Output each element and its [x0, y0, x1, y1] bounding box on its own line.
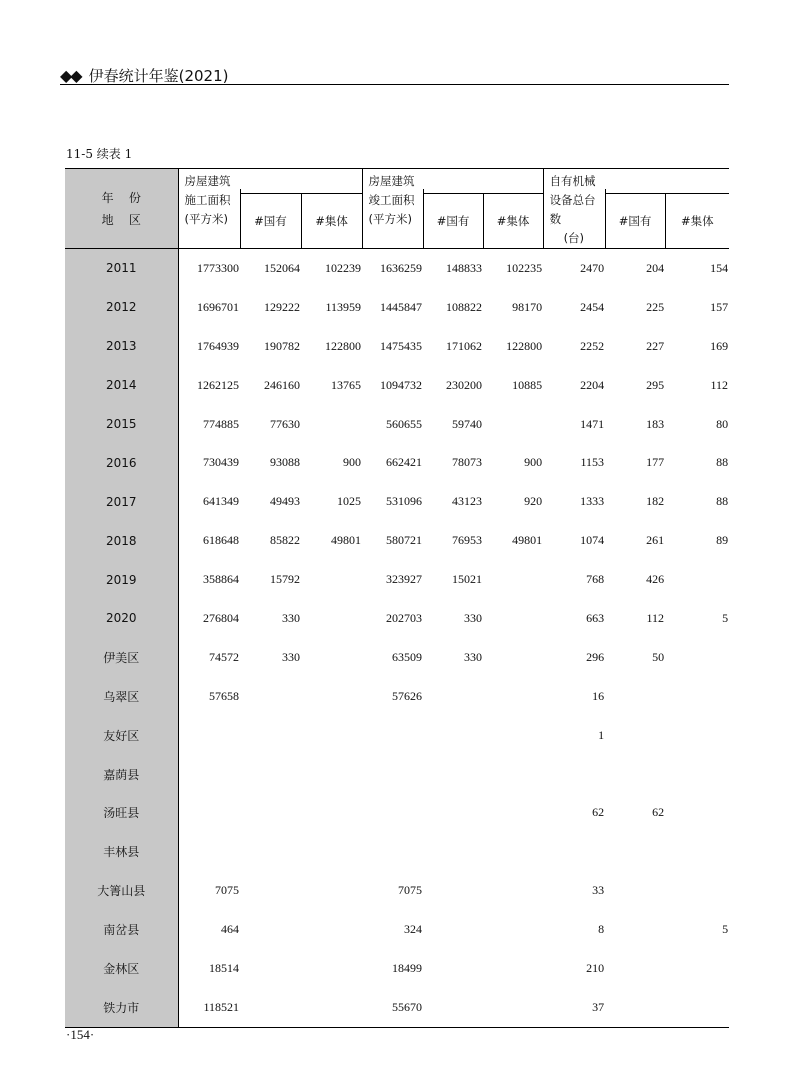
table-cell: 1475435 — [380, 338, 423, 353]
table-cell — [240, 949, 301, 988]
col-header-line: 施工面积 — [184, 193, 231, 207]
table-cell: 93088 — [270, 455, 300, 470]
table-cell — [605, 677, 665, 716]
col-header-jiti: #集体 — [665, 193, 729, 248]
table-cell: 122800 — [325, 338, 362, 353]
col-header-guoyou: #国有 — [240, 193, 301, 248]
table-cell: 15021 — [452, 572, 483, 587]
table-cell: 920 — [524, 494, 543, 509]
table-cell: 730439 — [203, 455, 239, 470]
table-cell — [178, 793, 240, 832]
table-cell: 13765 — [331, 377, 362, 392]
table-cell: 276804 — [203, 610, 239, 625]
table-cell: 177 — [646, 455, 665, 470]
table-row — [65, 405, 729, 444]
row-label: 乌翠区 — [65, 677, 178, 716]
row-label: 伊美区 — [65, 638, 178, 677]
table-cell: 118521 — [178, 988, 240, 1027]
row-label: 金林区 — [65, 949, 178, 988]
table-row — [65, 832, 729, 871]
table-cell — [301, 910, 362, 949]
table-cell: 85822 — [270, 533, 300, 548]
table-cell: 8 — [598, 922, 605, 937]
table-cell — [483, 560, 543, 599]
table-cell: 204 — [646, 260, 665, 275]
table-cell: 77630 — [270, 416, 300, 431]
table-cell: 531096 — [386, 494, 423, 509]
col-header-completed-area — [362, 189, 423, 249]
table-cell — [543, 832, 605, 871]
stub-header-region: 地 区 — [101, 212, 141, 227]
table-row — [65, 521, 729, 560]
col-header-jiti: #集体 — [301, 193, 362, 248]
table-cell: 774885 — [203, 416, 239, 431]
table-cell — [605, 988, 665, 1027]
table-cell — [665, 638, 729, 677]
table-cell: 113959 — [325, 299, 362, 314]
row-label: 汤旺县 — [65, 793, 178, 832]
col-header-unit: (平方米) — [184, 212, 228, 226]
row-label: 嘉荫县 — [65, 755, 178, 794]
table-cell: 16 — [592, 688, 605, 703]
table-cell — [301, 755, 362, 794]
table-cell: 662421 — [386, 455, 423, 470]
table-cell — [240, 832, 301, 871]
table-cell — [423, 677, 483, 716]
page-header — [60, 64, 229, 86]
table-row — [65, 560, 729, 599]
table-cell — [301, 832, 362, 871]
group-header-construction: 房屋建筑 — [178, 169, 362, 190]
table-row — [65, 249, 729, 288]
table-cell: 324 — [404, 922, 423, 937]
table-cell — [362, 755, 423, 794]
table-cell: 225 — [646, 299, 665, 314]
table-cell: 1471 — [580, 416, 605, 431]
table-cell — [483, 638, 543, 677]
col-header-unit: (平方米) — [368, 212, 413, 226]
table-cell: 2470 — [580, 260, 605, 275]
statistics-table — [65, 168, 729, 1028]
table-row — [65, 288, 729, 327]
table-cell — [483, 949, 543, 988]
table-cell: 358864 — [203, 572, 239, 587]
table-cell: 112 — [646, 610, 665, 625]
table-cell — [301, 793, 362, 832]
book-title: 伊春统计年鉴(2021) — [88, 66, 229, 85]
table-cell — [483, 677, 543, 716]
table-cell: 49493 — [270, 494, 300, 509]
table-cell — [665, 949, 729, 988]
row-label: 2015 — [65, 405, 178, 444]
table-cell — [362, 716, 423, 755]
table-cell — [301, 871, 362, 910]
table-label: 11-5 续表 1 — [66, 147, 133, 161]
table-row — [65, 443, 729, 482]
table-cell — [240, 910, 301, 949]
table-cell: 157 — [710, 299, 729, 314]
table-cell — [665, 677, 729, 716]
table-cell — [240, 793, 301, 832]
table-cell: 641349 — [203, 494, 239, 509]
col-header-guoyou: #国有 — [423, 193, 483, 248]
table-cell: 33 — [592, 883, 605, 898]
row-label: 丰林县 — [65, 832, 178, 871]
row-label: 2017 — [65, 482, 178, 521]
table-cell — [605, 716, 665, 755]
table-cell: 102235 — [506, 260, 543, 275]
table-cell: 1764939 — [197, 338, 239, 353]
table-cell: 1 — [598, 727, 605, 742]
table-cell — [483, 755, 543, 794]
row-label: 2014 — [65, 366, 178, 405]
table-cell — [483, 832, 543, 871]
col-header-unit: (台) — [563, 231, 585, 245]
table-cell — [483, 405, 543, 444]
table-row — [65, 949, 729, 988]
table-cell: 129222 — [264, 299, 300, 314]
table-cell: 202703 — [386, 610, 423, 625]
table-cell: 190782 — [264, 338, 300, 353]
table-cell: 148833 — [446, 260, 483, 275]
table-cell — [483, 910, 543, 949]
table-cell — [605, 871, 665, 910]
table-row — [65, 793, 729, 832]
table-cell — [423, 793, 483, 832]
table-cell — [240, 677, 301, 716]
table-row — [65, 677, 729, 716]
table-cell: 210 — [586, 960, 605, 975]
table-cell — [423, 871, 483, 910]
table-cell — [423, 988, 483, 1027]
group-header-machinery: 自有机械 — [543, 169, 729, 190]
table-cell — [301, 949, 362, 988]
table-cell: 464 — [221, 922, 239, 937]
table-cell: 78073 — [452, 455, 483, 470]
table-cell: 1445847 — [380, 299, 423, 314]
table-cell — [240, 988, 301, 1027]
table-cell: 152064 — [264, 260, 300, 275]
table-cell: 49801 — [331, 533, 362, 548]
table-cell — [301, 599, 362, 638]
table-cell: 63509 — [392, 649, 423, 664]
table-cell: 37 — [543, 988, 605, 1027]
table-cell: 5 — [722, 922, 729, 937]
table-cell — [240, 871, 301, 910]
table-cell: 122800 — [506, 338, 543, 353]
table-cell — [301, 988, 362, 1027]
col-header-jiti: #集体 — [483, 193, 543, 248]
table-cell — [605, 832, 665, 871]
table-cell: 169 — [710, 338, 729, 353]
table-cell: 323927 — [386, 572, 423, 587]
table-cell: 171062 — [446, 338, 483, 353]
table-cell: 227 — [646, 338, 665, 353]
table-row — [65, 871, 729, 910]
table-cell — [301, 716, 362, 755]
table-row — [65, 327, 729, 366]
table-cell: 183 — [646, 416, 665, 431]
table-cell: 18499 — [392, 960, 423, 975]
table-cell — [605, 949, 665, 988]
table-cell: 560655 — [386, 416, 423, 431]
table-cell: 182 — [646, 494, 665, 509]
col-header-machinery-total — [543, 189, 605, 249]
table-cell: 1696701 — [197, 299, 239, 314]
table-cell: 330 — [464, 610, 483, 625]
table-cell — [178, 832, 240, 871]
table-cell — [240, 755, 301, 794]
table-cell: 1094732 — [380, 377, 423, 392]
table-cell: 330 — [282, 649, 300, 664]
table-cell: 2204 — [580, 377, 605, 392]
table-cell: 1333 — [580, 494, 605, 509]
col-header-construction-area — [178, 189, 240, 249]
table-cell — [178, 755, 240, 794]
row-label: 2012 — [65, 288, 178, 327]
table-cell — [665, 832, 729, 871]
table-cell: 2454 — [580, 299, 605, 314]
row-label: 南岔县 — [65, 910, 178, 949]
table-cell: 330 — [282, 610, 300, 625]
table-cell: 59740 — [452, 416, 483, 431]
table-cell: 102239 — [325, 260, 362, 275]
table-cell: 7075 — [398, 883, 423, 898]
table-cell: 1025 — [337, 494, 362, 509]
table-row — [65, 755, 729, 794]
table-cell: 88 — [716, 494, 729, 509]
table-cell: 10885 — [512, 377, 543, 392]
table-cell: 74572 — [209, 649, 239, 664]
table-cell: 62 — [592, 805, 605, 820]
table-cell — [423, 832, 483, 871]
row-label: 友好区 — [65, 716, 178, 755]
table-cell: 18514 — [209, 960, 239, 975]
table-cell — [178, 716, 240, 755]
table-cell: 1074 — [580, 533, 605, 548]
table-cell: 55670 — [362, 988, 423, 1027]
table-row — [65, 366, 729, 405]
table-cell — [665, 988, 729, 1027]
col-header-guoyou: #国有 — [605, 193, 665, 248]
table-cell — [665, 560, 729, 599]
table-cell — [301, 638, 362, 677]
table-cell: 1636259 — [380, 260, 423, 275]
diamond-icon: ◆◆ — [60, 65, 81, 85]
header-rule — [60, 84, 729, 85]
row-label: 大箐山县 — [65, 871, 178, 910]
row-label: 铁力市 — [65, 988, 178, 1027]
table-cell: 57626 — [392, 688, 423, 703]
table-row — [65, 910, 729, 949]
table-cell — [483, 716, 543, 755]
table-cell — [483, 793, 543, 832]
stub-header — [65, 169, 178, 249]
table-row — [65, 482, 729, 521]
table-cell — [423, 755, 483, 794]
table-cell: 768 — [586, 572, 605, 587]
table-cell: 1262125 — [197, 377, 239, 392]
table-row — [65, 638, 729, 677]
table-cell — [483, 988, 543, 1027]
table-cell — [423, 949, 483, 988]
table-cell: 98170 — [512, 299, 543, 314]
table-cell: 76953 — [452, 533, 483, 548]
table-cell: 154 — [710, 260, 729, 275]
table-cell: 108822 — [446, 299, 483, 314]
table-cell: 57658 — [209, 688, 239, 703]
stub-header-year: 年 份 — [101, 190, 141, 205]
table-cell: 330 — [464, 649, 483, 664]
table-cell: 7075 — [215, 883, 239, 898]
table-cell: 88 — [716, 455, 729, 470]
table-cell — [665, 716, 729, 755]
table-row — [65, 988, 729, 1027]
col-header-line: 设备总台数 — [549, 193, 596, 226]
table-cell — [240, 716, 301, 755]
table-cell: 900 — [524, 455, 543, 470]
table-row — [65, 599, 729, 638]
col-header-line: 竣工面积 — [368, 193, 415, 207]
table-cell: 296 — [586, 649, 605, 664]
table-cell: 49801 — [512, 533, 543, 548]
table-cell: 89 — [716, 533, 729, 548]
table-cell — [301, 677, 362, 716]
row-label: 2019 — [65, 560, 178, 599]
table-cell: 1773300 — [197, 260, 239, 275]
table-cell — [665, 755, 729, 794]
table-row — [65, 716, 729, 755]
table-cell: 246160 — [264, 377, 300, 392]
table-cell — [423, 716, 483, 755]
table-cell — [483, 871, 543, 910]
table-cell: 426 — [646, 572, 665, 587]
table-cell — [362, 793, 423, 832]
table-cell — [301, 405, 362, 444]
table-cell — [423, 910, 483, 949]
table-cell — [543, 755, 605, 794]
table-cell: 1153 — [580, 455, 605, 470]
table-cell: 580721 — [386, 533, 423, 548]
table-cell: 43123 — [452, 494, 483, 509]
table-body — [65, 249, 729, 1028]
table-cell — [605, 755, 665, 794]
table-cell — [665, 793, 729, 832]
page-number: ·154· — [66, 1027, 95, 1042]
table-cell: 62 — [652, 805, 665, 820]
table-cell — [665, 871, 729, 910]
table-cell: 295 — [646, 377, 665, 392]
table-cell: 663 — [586, 610, 605, 625]
table-cell: 900 — [343, 455, 362, 470]
table-cell — [483, 599, 543, 638]
table-cell: 5 — [722, 610, 729, 625]
table-cell — [605, 910, 665, 949]
row-label: 2013 — [65, 327, 178, 366]
row-label: 2011 — [65, 249, 178, 288]
group-header-completed: 房屋建筑 — [362, 169, 543, 190]
table-cell: 80 — [716, 416, 729, 431]
row-label: 2018 — [65, 521, 178, 560]
row-label: 2016 — [65, 443, 178, 482]
row-label: 2020 — [65, 599, 178, 638]
table-cell — [362, 832, 423, 871]
table-cell: 15792 — [270, 572, 300, 587]
table-cell: 50 — [652, 649, 665, 664]
table-cell: 618648 — [203, 533, 239, 548]
table-cell: 2252 — [580, 338, 605, 353]
table-cell: 261 — [646, 533, 665, 548]
table-cell — [301, 560, 362, 599]
table-cell: 112 — [710, 377, 729, 392]
table-cell: 230200 — [446, 377, 483, 392]
